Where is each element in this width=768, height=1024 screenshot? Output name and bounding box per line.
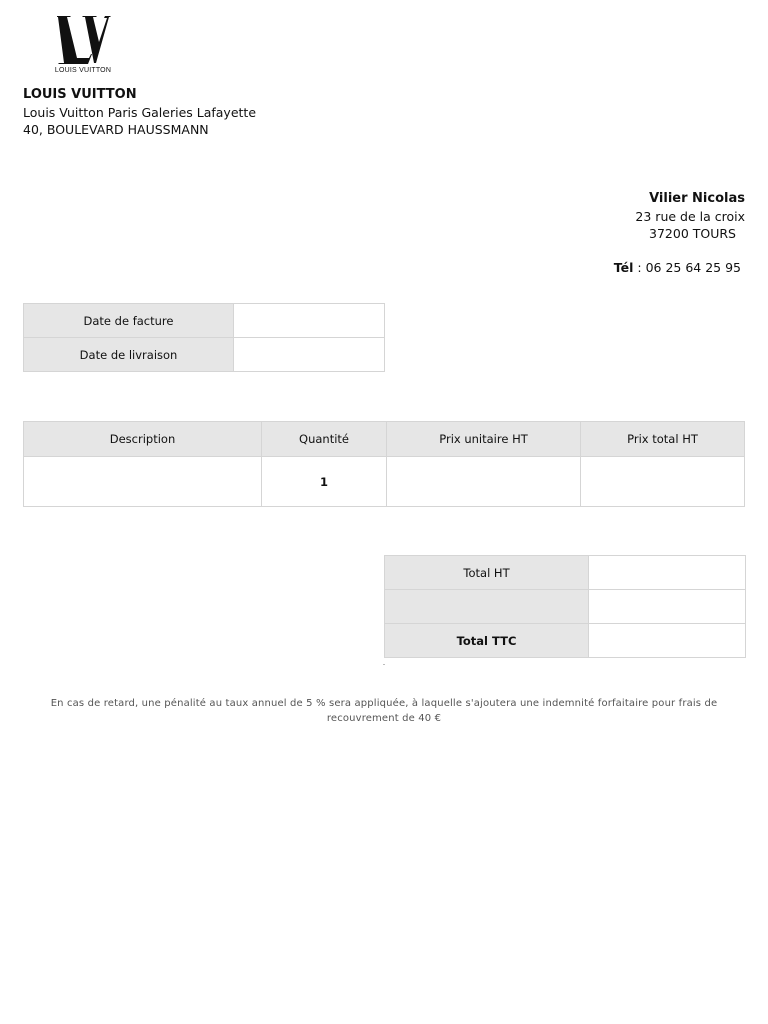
- column-header-total-price: Prix total HT: [581, 422, 745, 457]
- column-header-description: Description: [24, 422, 262, 457]
- sender-block: [23, 86, 256, 139]
- item-quantity: 1: [262, 457, 387, 507]
- vat-value: [589, 590, 746, 624]
- total-ht-value: [589, 556, 746, 590]
- sender-name: LOUIS VUITTON: [23, 87, 137, 102]
- recipient-street: 23 rue de la croix: [635, 208, 745, 224]
- table-row: [24, 304, 385, 338]
- column-header-quantity: Quantité: [262, 422, 387, 457]
- vat-label: [385, 590, 589, 624]
- recipient-name: Vilier Nicolas: [649, 191, 745, 206]
- total-ttc-label: Total TTC: [385, 624, 589, 658]
- item-total-price: [581, 457, 745, 507]
- phone-separator: :: [633, 260, 646, 275]
- lv-monogram-icon: [55, 14, 111, 66]
- dates-table: [23, 303, 385, 372]
- table-row: [385, 590, 746, 624]
- recipient-city: 37200 TOURS: [649, 226, 736, 241]
- sender-store: Louis Vuitton Paris Galeries Lafayette: [23, 104, 257, 120]
- phone-label: Tél: [613, 260, 634, 275]
- divider-mark: [383, 664, 385, 665]
- total-ht-label: Total HT: [385, 556, 589, 590]
- logo-wordmark: LOUIS VUITTON: [54, 67, 112, 74]
- brand-logo: [48, 14, 118, 80]
- sender-address: 40, BOULEVARD HAUSSMANN: [23, 122, 209, 137]
- delivery-date-value: [234, 338, 385, 372]
- item-unit-price: [387, 457, 581, 507]
- total-ttc-value: [589, 624, 746, 658]
- delivery-date-label: Date de livraison: [24, 338, 234, 372]
- invoice-date-label: Date de facture: [24, 304, 234, 338]
- recipient-block: [635, 190, 745, 243]
- table-header-row: [24, 422, 745, 457]
- totals-table: [384, 555, 746, 658]
- item-description: [24, 457, 262, 507]
- table-row: [385, 624, 746, 658]
- late-payment-note: En cas de retard, une pénalité au taux annuel de 5 % sera appliquée, à laquelle s'ajoutera une indemnité forfaitaire pour frais de recouvrement de 40 €: [50, 698, 718, 724]
- invoice-date-value: [234, 304, 385, 338]
- table-row: [385, 556, 746, 590]
- recipient-phone: [614, 260, 741, 275]
- table-row: [24, 338, 385, 372]
- items-table: [23, 421, 745, 507]
- phone-number: 06 25 64 25 95: [645, 260, 741, 275]
- table-row: [24, 457, 745, 507]
- column-header-unit-price: Prix unitaire HT: [387, 422, 581, 457]
